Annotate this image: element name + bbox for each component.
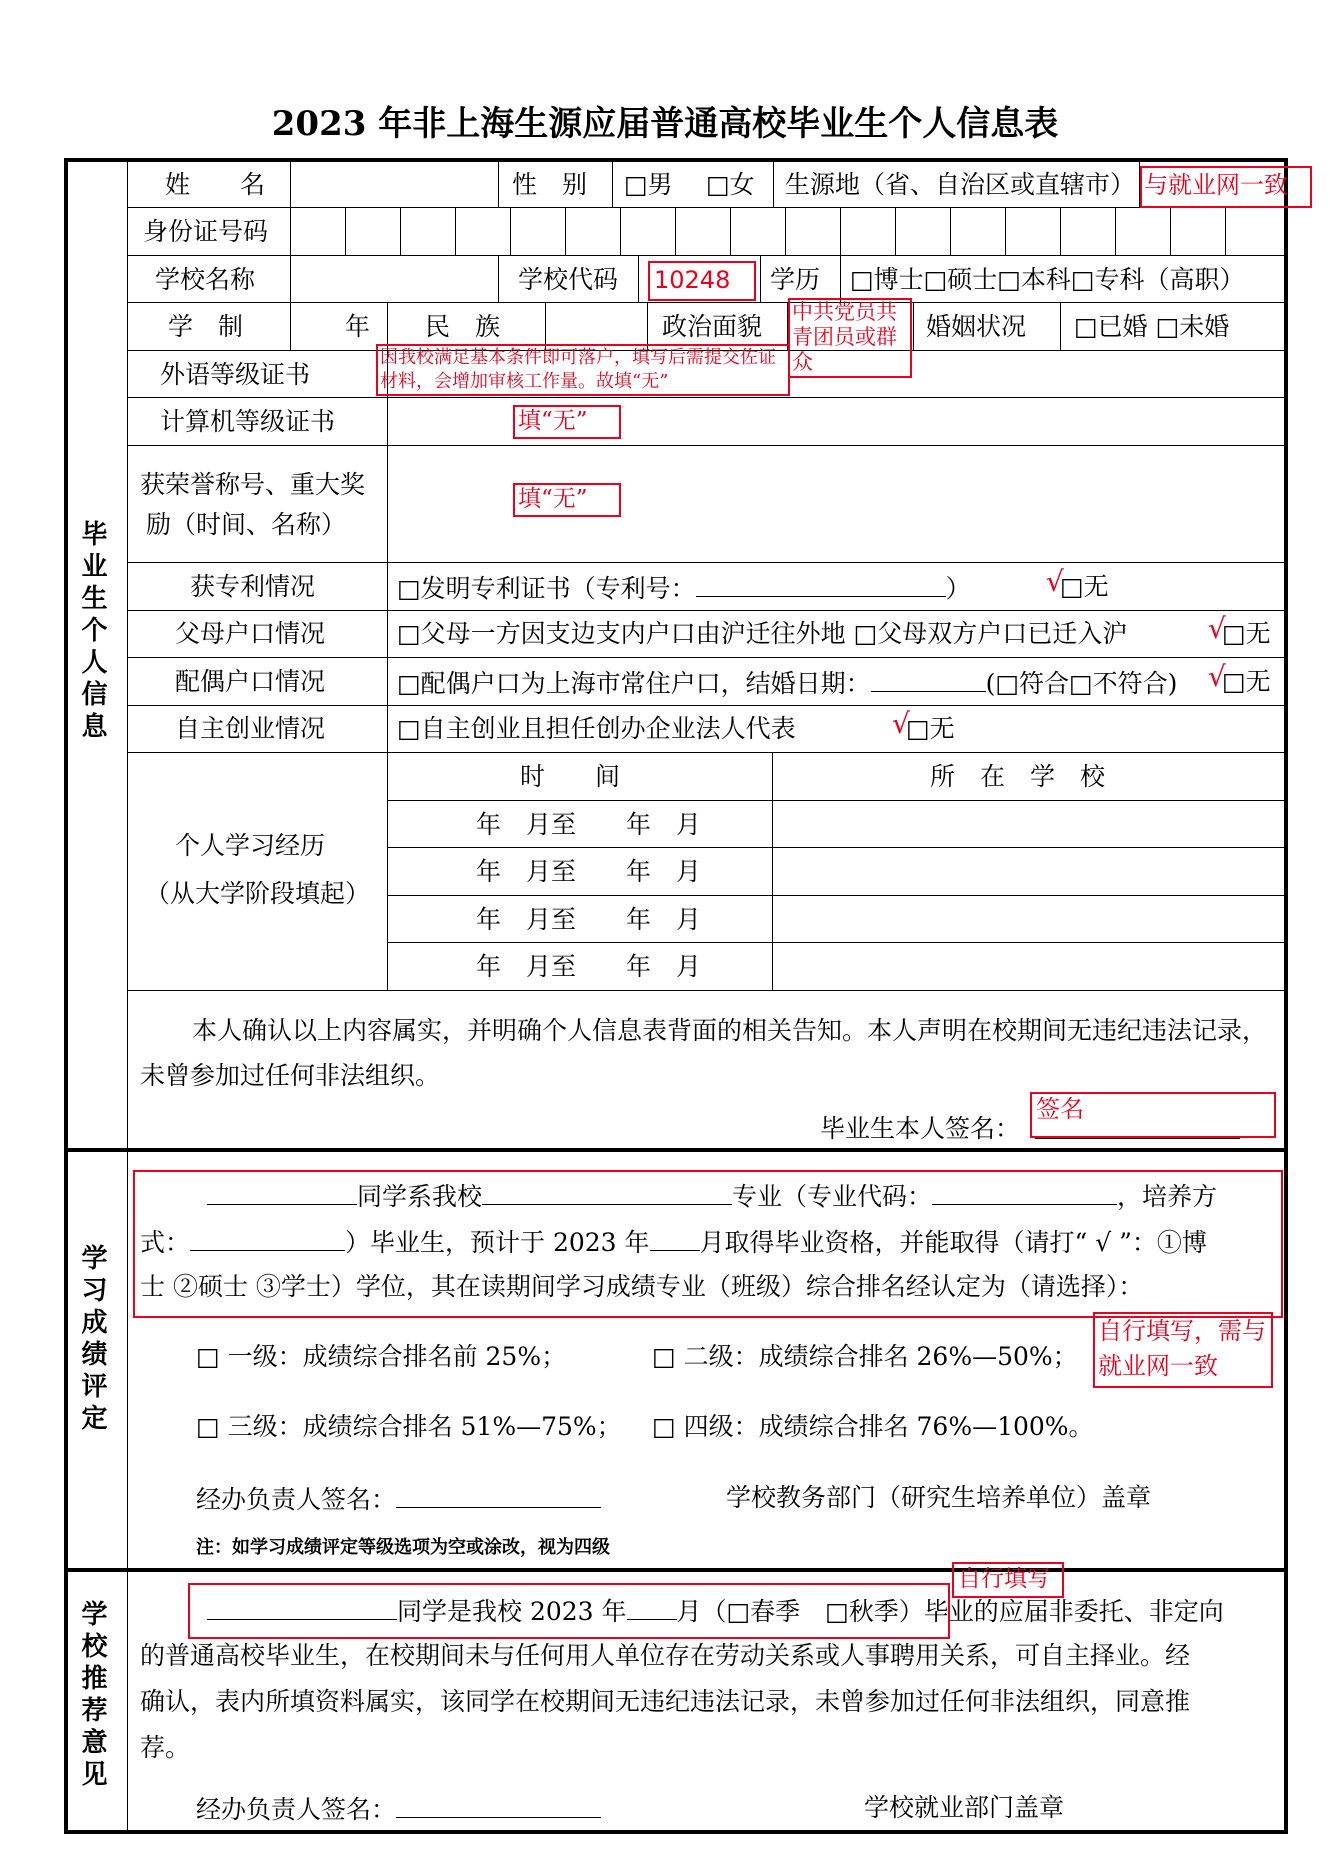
marital-label: 婚姻状况	[926, 312, 1027, 341]
id-number-label: 身份证号码	[143, 217, 269, 246]
check-mark-icon: √	[1208, 660, 1226, 693]
name-input[interactable]	[290, 162, 496, 206]
recommend-line2: 的普通高校毕业生，在校期间未与任何用人单位存在劳动关系或人事聘用关系，可自主择业。经	[140, 1641, 1191, 1670]
page-title: 2023 年非上海生源应届普通高校毕业生个人信息表	[271, 104, 1059, 144]
recommend-line4: 荐。	[140, 1733, 191, 1762]
degree-label: 学历	[770, 265, 821, 294]
parents-options[interactable]: □父母一方因支边支内户口由沪迁往外地 □父母双方户口已迁入沪	[397, 619, 1128, 648]
study-time-row[interactable]: 年 月至 年 月	[476, 810, 702, 839]
check-mark-icon: √	[1046, 565, 1064, 598]
academic-line2[interactable]: 式： ）毕业生，预计于 2023 年 月取得毕业资格，并能取得（请打“ √ ”：①博	[140, 1228, 1207, 1257]
confirmation-text: 本人确认以上内容属实，并明确个人信息表背面的相关告知。本人声明在校期间无违纪违法记录，未曾参加过任何非法组织。	[140, 1016, 1268, 1090]
honors-annotation: 填“无”	[518, 486, 588, 512]
spouse-none-checkbox[interactable]: □无	[1222, 667, 1271, 696]
name-label: 姓 名	[165, 170, 266, 199]
time-header: 时 间	[520, 762, 621, 791]
patent-option[interactable]: □发明专利证书（专利号： ）	[397, 574, 971, 603]
section-divider	[64, 1568, 1288, 1572]
section-divider	[64, 1148, 1288, 1152]
id-number-input[interactable]	[290, 209, 1286, 254]
section-label-academic: 学习成绩评定	[77, 1244, 107, 1436]
annotation-box	[133, 1170, 1283, 1318]
academic-annotation: 自行填写，需与就业网一致	[1098, 1317, 1266, 1380]
study-history-label-line2: （从大学阶段填起）	[145, 879, 371, 908]
patent-none-checkbox[interactable]: □无	[1060, 572, 1109, 601]
patent-label: 获专利情况	[190, 572, 316, 601]
check-mark-icon: √	[892, 707, 910, 740]
section-column-line	[127, 160, 128, 1832]
check-mark-icon: √	[1208, 612, 1226, 645]
spouse-label: 配偶户口情况	[175, 667, 326, 696]
academic-dept-seal: 学校教务部门（研究生培养单位）盖章	[726, 1483, 1152, 1512]
signature-label: 毕业生本人签名：	[820, 1114, 1021, 1143]
study-history-label-line1: 个人学习经历	[175, 831, 326, 860]
school-code-label: 学校代码	[518, 265, 619, 294]
computer-label: 计算机等级证书	[160, 407, 336, 436]
language-annotation: 因我校满足基本条件即可落户，填写后需提交佐证材料，会增加审核工作量。故填“无”	[380, 347, 776, 392]
female-checkbox[interactable]: □女	[706, 170, 755, 199]
honors-label-line2: 励（时间、名称）	[146, 510, 347, 539]
political-label: 政治面貌	[662, 312, 763, 341]
marital-options[interactable]: □已婚 □未婚	[1074, 312, 1230, 341]
startup-option[interactable]: □自主创业且担任创办企业法人代表	[397, 714, 796, 743]
level2-checkbox[interactable]: □ 二级：成绩综合排名 26%—50%；	[652, 1342, 1078, 1371]
school-code-value[interactable]: 10248	[654, 266, 731, 294]
parents-label: 父母户口情况	[175, 619, 326, 648]
recommend-line3: 确认，表内所填资料属实，该同学在校期间无违纪违法记录，未曾参加过任何非法组织，同意推	[140, 1687, 1191, 1716]
academic-line3: 士 ②硕士 ③学士）学位，其在读期间学习成绩专业（班级）综合排名经认定为（请选择）：	[140, 1272, 1144, 1301]
study-length-label: 学 制	[168, 312, 244, 341]
male-checkbox[interactable]: □男	[624, 170, 673, 199]
academic-note: 注：如学习成绩评定等级选项为空或涂改，视为四级	[196, 1537, 610, 1558]
ethnicity-label: 民 族	[425, 312, 501, 341]
academic-officer-signature[interactable]: 经办负责人签名：	[196, 1485, 601, 1512]
startup-label: 自主创业情况	[175, 714, 326, 743]
computer-annotation: 填“无”	[518, 408, 588, 434]
foreign-language-label: 外语等级证书	[160, 360, 311, 389]
school-name-label: 学校名称	[155, 265, 256, 294]
origin-label: 生源地（省、自治区或直辖市）	[785, 170, 1136, 199]
study-time-row[interactable]: 年 月至 年 月	[476, 905, 702, 934]
level3-checkbox[interactable]: □ 三级：成绩综合排名 51%—75%；	[196, 1412, 622, 1441]
section-label-personal: 毕业生个人信息	[77, 520, 107, 744]
annotation-box	[648, 261, 756, 301]
honors-label-line1: 获荣誉称号、重大奖	[140, 470, 366, 499]
annotation-box	[188, 1583, 950, 1639]
origin-annotation: 与就业网一致	[1144, 171, 1288, 199]
recommend-officer-signature[interactable]: 经办负责人签名：	[196, 1795, 601, 1822]
parents-none-checkbox[interactable]: □无	[1222, 619, 1271, 648]
recommend-annotation: 自行填写	[958, 1566, 1050, 1592]
recommend-line1[interactable]: 同学是我校 2023 年 月（□春季 □秋季）毕业的应届非委托、非定向	[207, 1597, 1224, 1624]
signature-annotation: 签名	[1036, 1095, 1084, 1123]
study-time-row[interactable]: 年 月至 年 月	[476, 857, 702, 886]
gender-label: 性 别	[512, 170, 588, 199]
year-label: 年	[345, 312, 371, 341]
signature-line[interactable]	[1035, 1138, 1240, 1139]
school-name-input[interactable]	[290, 257, 496, 301]
level1-checkbox[interactable]: □ 一级：成绩综合排名前 25%；	[196, 1342, 567, 1371]
recommend-dept-seal: 学校就业部门盖章	[864, 1793, 1065, 1822]
startup-none-checkbox[interactable]: □无	[906, 714, 955, 743]
school-header: 所 在 学 校	[930, 762, 1106, 791]
degree-options[interactable]: □博士□硕士□本科□专科（高职）	[850, 265, 1245, 294]
section-label-recommend: 学校推荐意见	[77, 1600, 107, 1792]
political-annotation: 中共党员共青团员或群众	[792, 300, 897, 374]
study-time-row[interactable]: 年 月至 年 月	[476, 952, 702, 981]
spouse-option[interactable]: □配偶户口为上海市常住户口，结婚日期： (□符合□不符合)	[397, 669, 1178, 698]
level4-checkbox[interactable]: □ 四级：成绩综合排名 76%—100%。	[652, 1412, 1094, 1441]
academic-line1[interactable]: 同学系我校 专业（专业代码： ，培养方	[207, 1182, 1217, 1209]
